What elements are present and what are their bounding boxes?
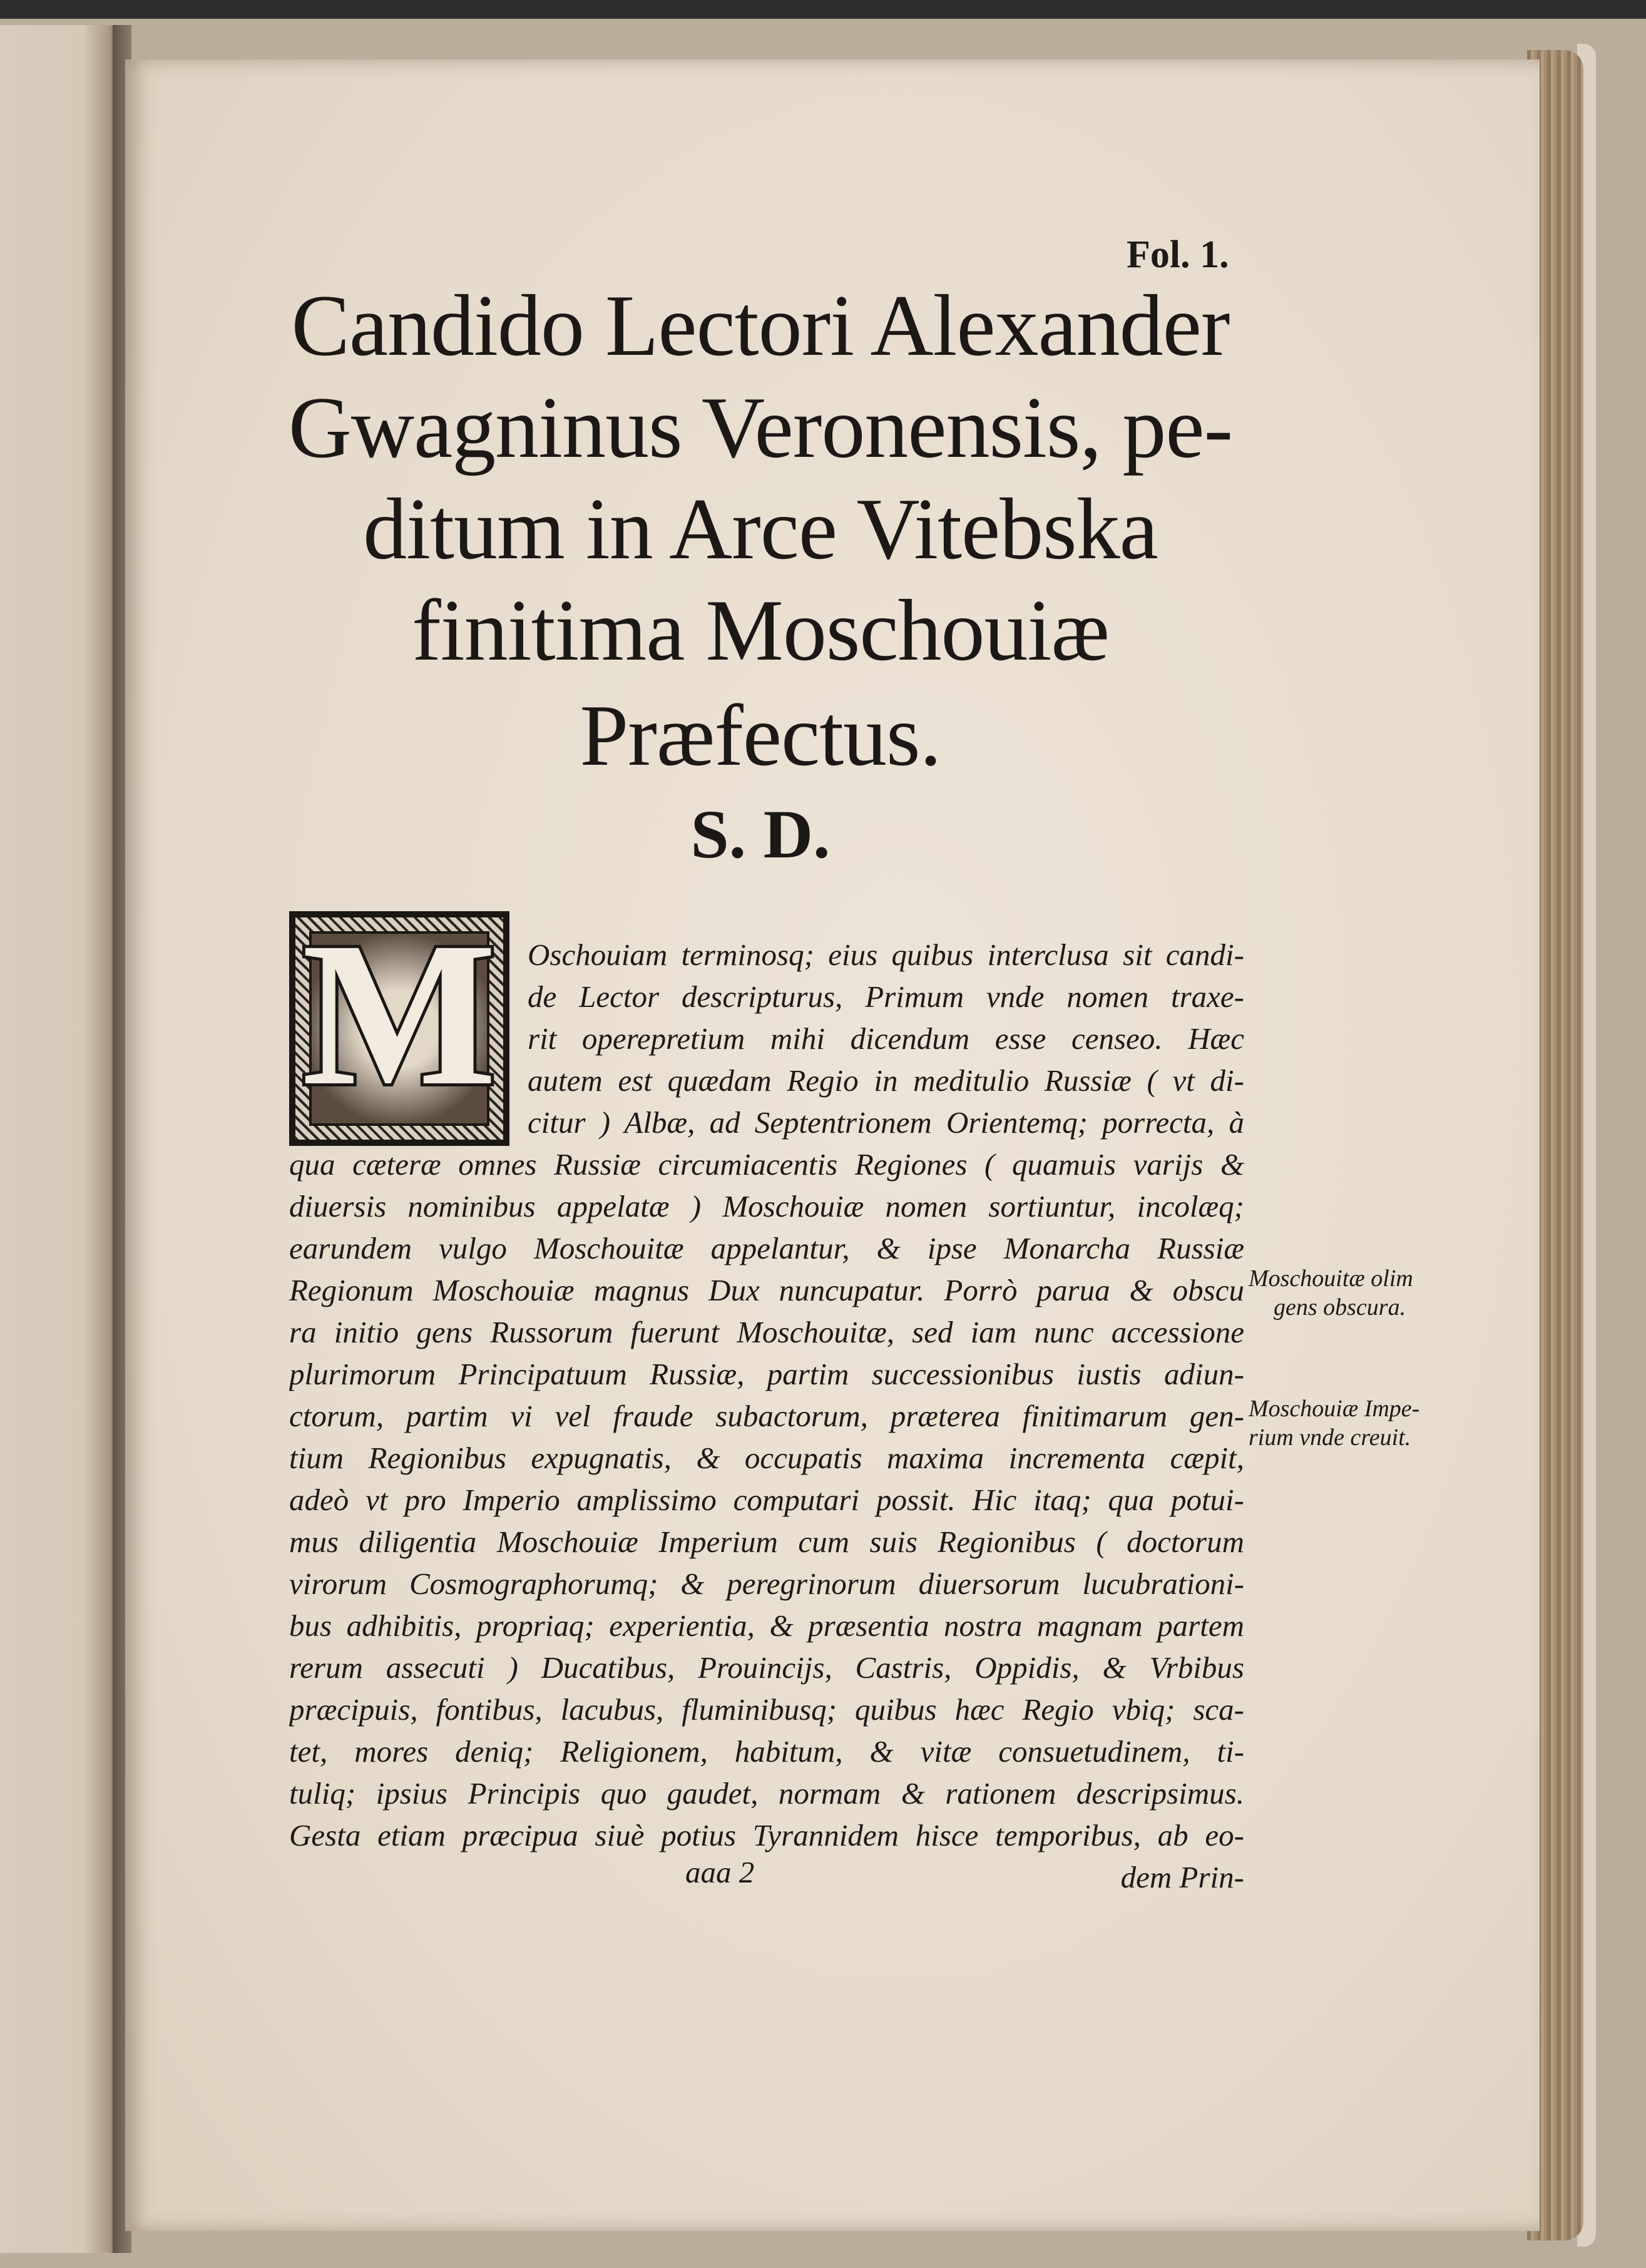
margin-note-line: rium vnde creuit. xyxy=(1249,1424,1411,1451)
body-text-line: autem est quædam Regio in meditulio Russiæ ( vt di- xyxy=(528,1063,1244,1098)
title-line: ditum in Arce Vitebska xyxy=(363,481,1158,578)
margin-note-line: gens obscura. xyxy=(1274,1294,1406,1320)
folio-number: Fol. 1. xyxy=(1127,233,1229,276)
margin-note xyxy=(1249,1264,1413,1322)
body-text-line: citur ) Albæ, ad Septentrionem Orientemq; porrecta, à xyxy=(528,1105,1244,1140)
salutation: S. D. xyxy=(690,796,831,872)
body-text-line: tuliq; ipsius Principis quo gaudet, normam & rationem descripsimus. xyxy=(289,1776,1244,1811)
body-text-line: ctorum, partim vi vel fraude subactorum, præterea finitimarum gen- xyxy=(289,1399,1244,1433)
title-line: finitima Moschouiæ xyxy=(412,582,1109,679)
body-text-line: bus adhibitis, propriaq; experientia, & præsentia nostra magnam partem xyxy=(289,1608,1244,1643)
body-text-line: adeò vt pro Imperio amplissimo computari possit. Hic itaq; qua potui- xyxy=(289,1483,1244,1517)
body-text-line: præcipuis, fontibus, lacubus, fluminibusq; quibus hæc Regio vbiq; sca- xyxy=(289,1692,1244,1727)
initial-letter: M xyxy=(302,900,497,1128)
body-text-line: mus diligentia Moschouiæ Imperium cum suis Regionibus ( doctorum xyxy=(289,1525,1244,1559)
body-text-line: rerum assecuti ) Ducatibus, Prouincijs, Castris, Oppidis, & Vrbibus xyxy=(289,1650,1244,1685)
title-line: Præfectus. xyxy=(580,687,941,784)
title-line: Candido Lectori Alexander xyxy=(291,277,1230,374)
body-text-line: virorum Cosmographorumq; & peregrinorum diuersorum lucubrationi- xyxy=(289,1566,1244,1601)
decorated-initial xyxy=(289,900,509,1146)
body-text-line: tium Regionibus expugnatis, & occupatis maxima incrementa cæpit, xyxy=(289,1441,1244,1475)
body-text-line: earundem vulgo Moschouitæ appelantur, & ipse Monarcha Russiæ xyxy=(289,1231,1244,1265)
body-text-line: Regionum Moschouiæ magnus Dux nuncupatur. Porrò parua & obscu xyxy=(289,1273,1244,1307)
title-line: Gwagninus Veronensis, pe- xyxy=(288,379,1233,476)
body-text-line: de Lector descripturus, Primum vnde nomen traxe- xyxy=(528,979,1244,1014)
body-text-line: ra initio gens Russorum fuerunt Moschouitæ, sed iam nunc accessione xyxy=(289,1315,1244,1349)
margin-note-line: Moschouitæ olim xyxy=(1249,1265,1413,1292)
left-page xyxy=(0,25,119,2253)
body-text-line: diuersis nominibus appelatæ ) Moschouiæ nomen sortiuntur, incolæq; xyxy=(289,1189,1244,1223)
body-text-line: tet, mores deniq; Religionem, habitum, & vitæ consuetudinem, ti- xyxy=(289,1734,1244,1769)
body-text-line: rit operepretium mihi dicendum esse censeo. Hæc xyxy=(528,1021,1244,1056)
margin-note-line: Moschouiæ Impe- xyxy=(1249,1396,1420,1422)
body-text-line: dem Prin- xyxy=(1120,1860,1244,1894)
body-text-line: plurimorum Principatuum Russiæ, partim successionibus iustis adiun- xyxy=(289,1357,1244,1391)
body-text-line: Gesta etiam præcipua siuè potius Tyrannidem hisce temporibus, ab eo- xyxy=(289,1818,1244,1852)
margin-note xyxy=(1249,1394,1419,1452)
body-text-line: qua cæteræ omnes Russiæ circumiacentis Regiones ( quamuis varijs & xyxy=(289,1147,1244,1182)
signature-mark: aaa 2 xyxy=(685,1855,755,1889)
body-text-line: Oschouiam terminosq; eius quibus interclusa sit candi- xyxy=(528,937,1244,972)
